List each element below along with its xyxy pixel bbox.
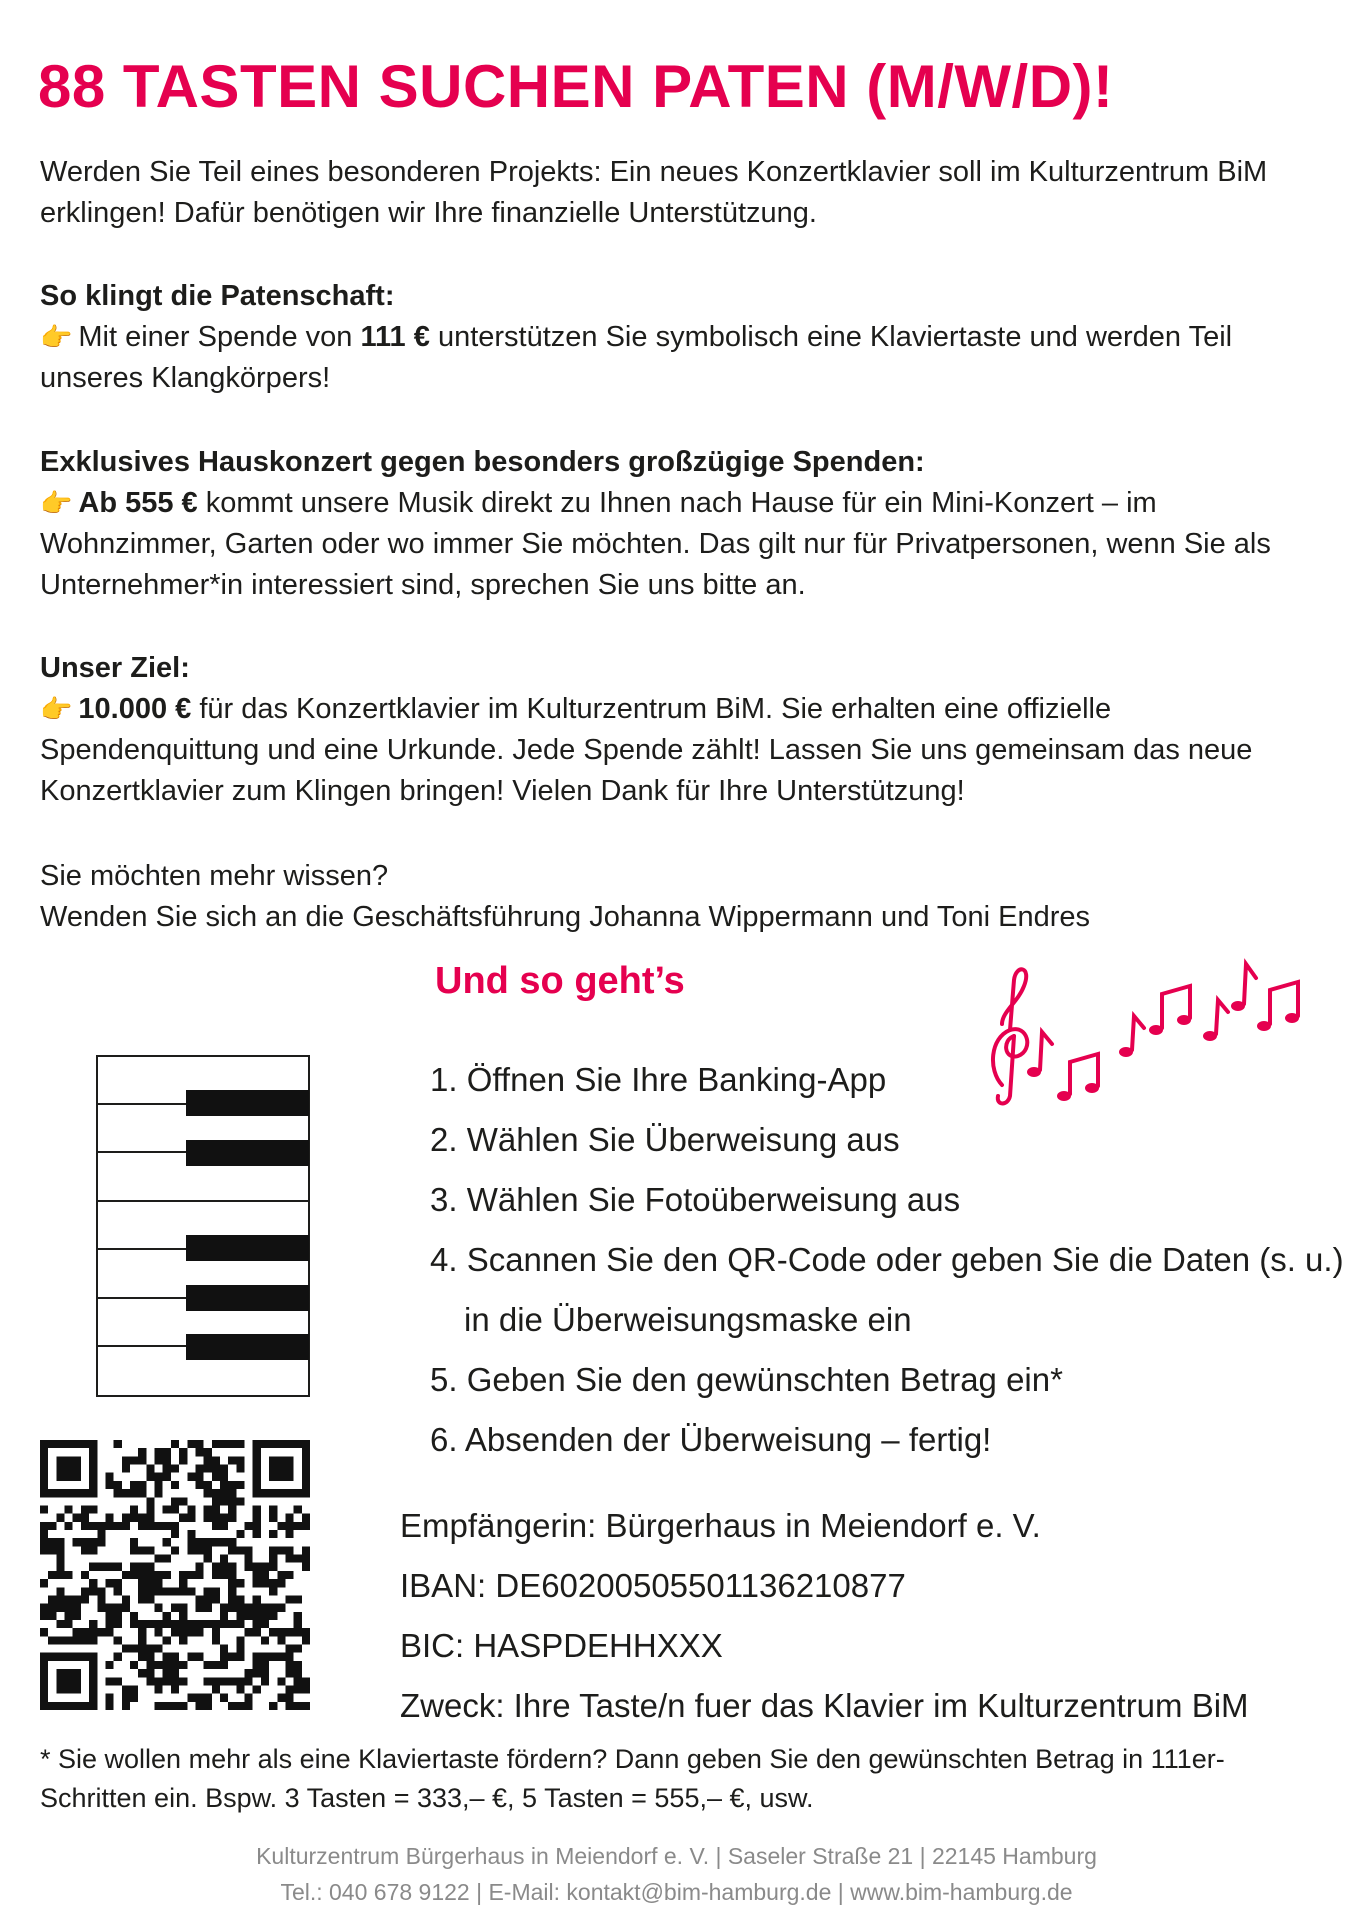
step-4: 4. Scannen Sie den QR-Code oder geben Sie die Daten (s. u.)	[430, 1241, 1344, 1278]
hauskonzert-post: kommt unsere Musik direkt zu Ihnen nach Hause für ein Mini-Konzert – im	[205, 487, 1157, 519]
patenschaft-pre: Mit einer Spende von	[78, 321, 353, 353]
intro-line-1: Werden Sie Teil eines besonderen Projekts: Ein neues Konzertklavier soll im Kulturzentrum BiM	[40, 156, 1268, 188]
footnote	[40, 1740, 1330, 1818]
footnote-line-1: * Sie wollen mehr als eine Klaviertaste fördern? Dann geben Sie den gewünschten Betrag in 111er-	[40, 1744, 1225, 1774]
ziel-post: für das Konzertklavier im Kulturzentrum BiM. Sie erhalten eine offizielle	[199, 693, 1112, 725]
bank-recipient: Empfängerin: Bürgerhaus in Meiendorf e. V.	[400, 1507, 1041, 1544]
pointing-finger-icon: 👉	[40, 488, 73, 518]
intro-text	[40, 152, 1310, 234]
hauskonzert-line-1	[40, 483, 1310, 524]
hauskonzert-line-3: Unternehmer*in interessiert sind, sprechen Sie uns bitte an.	[40, 569, 806, 601]
step-5: 5. Geben Sie den gewünschten Betrag ein*	[430, 1361, 1063, 1398]
ziel-line-2: Spendenquittung und eine Urkunde. Jede Spende zählt! Lassen Sie uns gemeinsam das neue	[40, 734, 1253, 766]
qr-code-icon[interactable]	[40, 1440, 310, 1710]
page-title: 88 TASTEN SUCHEN PATEN (M/W/D)!	[38, 53, 1114, 120]
bank-details	[400, 1496, 1249, 1736]
piano-keys-icon	[96, 1055, 310, 1397]
intro-line-2: erklingen! Dafür benötigen wir Ihre finanzielle Unterstützung.	[40, 197, 817, 229]
hauskonzert-amount: Ab 555 €	[78, 487, 198, 519]
step-2: 2. Wählen Sie Überweisung aus	[430, 1121, 900, 1158]
hauskonzert-line-2: Wohnzimmer, Garten oder wo immer Sie möchten. Das gilt nur für Privatpersonen, wenn Sie als	[40, 528, 1271, 560]
step-6: 6. Absenden der Überweisung – fertig!	[430, 1421, 992, 1458]
pointing-finger-icon: 👉	[40, 694, 73, 724]
ziel-heading: Unser Ziel:	[40, 652, 190, 684]
patenschaft-section	[40, 276, 1310, 399]
patenschaft-post: unterstützen Sie symbolisch eine Klaviertaste und werden Teil	[437, 321, 1233, 353]
ziel-line-3: Konzertklavier zum Klingen bringen! Vielen Dank für Ihre Unterstützung!	[40, 775, 965, 807]
patenschaft-heading: So klingt die Patenschaft:	[40, 280, 395, 312]
patenschaft-line-2: unseres Klangkörpers!	[40, 362, 331, 394]
kontakt-line-2: Wenden Sie sich an die Geschäftsführung Johanna Wippermann und Toni Endres	[40, 901, 1091, 933]
ziel-amount: 10.000 €	[78, 693, 192, 725]
footer-address: Kulturzentrum Bürgerhaus in Meiendorf e. V. | Saseler Straße 21 | 22145 Hamburg	[256, 1843, 1097, 1869]
bank-iban: IBAN: DE60200505501136210877	[400, 1567, 906, 1604]
footer-contact: Tel.: 040 678 9122 | E-Mail: kontakt@bim-hamburg.de | www.bim-hamburg.de	[280, 1879, 1073, 1905]
kontakt-line-1: Sie möchten mehr wissen?	[40, 860, 389, 892]
patenschaft-amount: 111 €	[360, 321, 430, 353]
patenschaft-line-1	[40, 317, 1310, 358]
hauskonzert-heading: Exklusives Hauskonzert gegen besonders großzügige Spenden:	[40, 446, 925, 478]
bank-purpose: Zweck: Ihre Taste/n fuer das Klavier im Kulturzentrum BiM	[400, 1687, 1249, 1724]
ziel-section	[40, 648, 1310, 812]
howto-steps	[430, 1050, 1344, 1470]
footnote-line-2: Schritten ein. Bspw. 3 Tasten = 333,– €, 5 Tasten = 555,– €, usw.	[40, 1783, 814, 1813]
step-1: 1. Öffnen Sie Ihre Banking-App	[430, 1061, 887, 1098]
step-3: 3. Wählen Sie Fotoüberweisung aus	[430, 1181, 961, 1218]
hauskonzert-section	[40, 442, 1310, 606]
step-4-continued: in die Überweisungsmaske ein	[464, 1301, 912, 1338]
pointing-finger-icon: 👉	[40, 322, 73, 352]
ziel-line-1	[40, 689, 1310, 730]
howto-heading: Und so geht’s	[435, 960, 685, 1002]
bank-bic: BIC: HASPDEHHXXX	[400, 1627, 723, 1664]
